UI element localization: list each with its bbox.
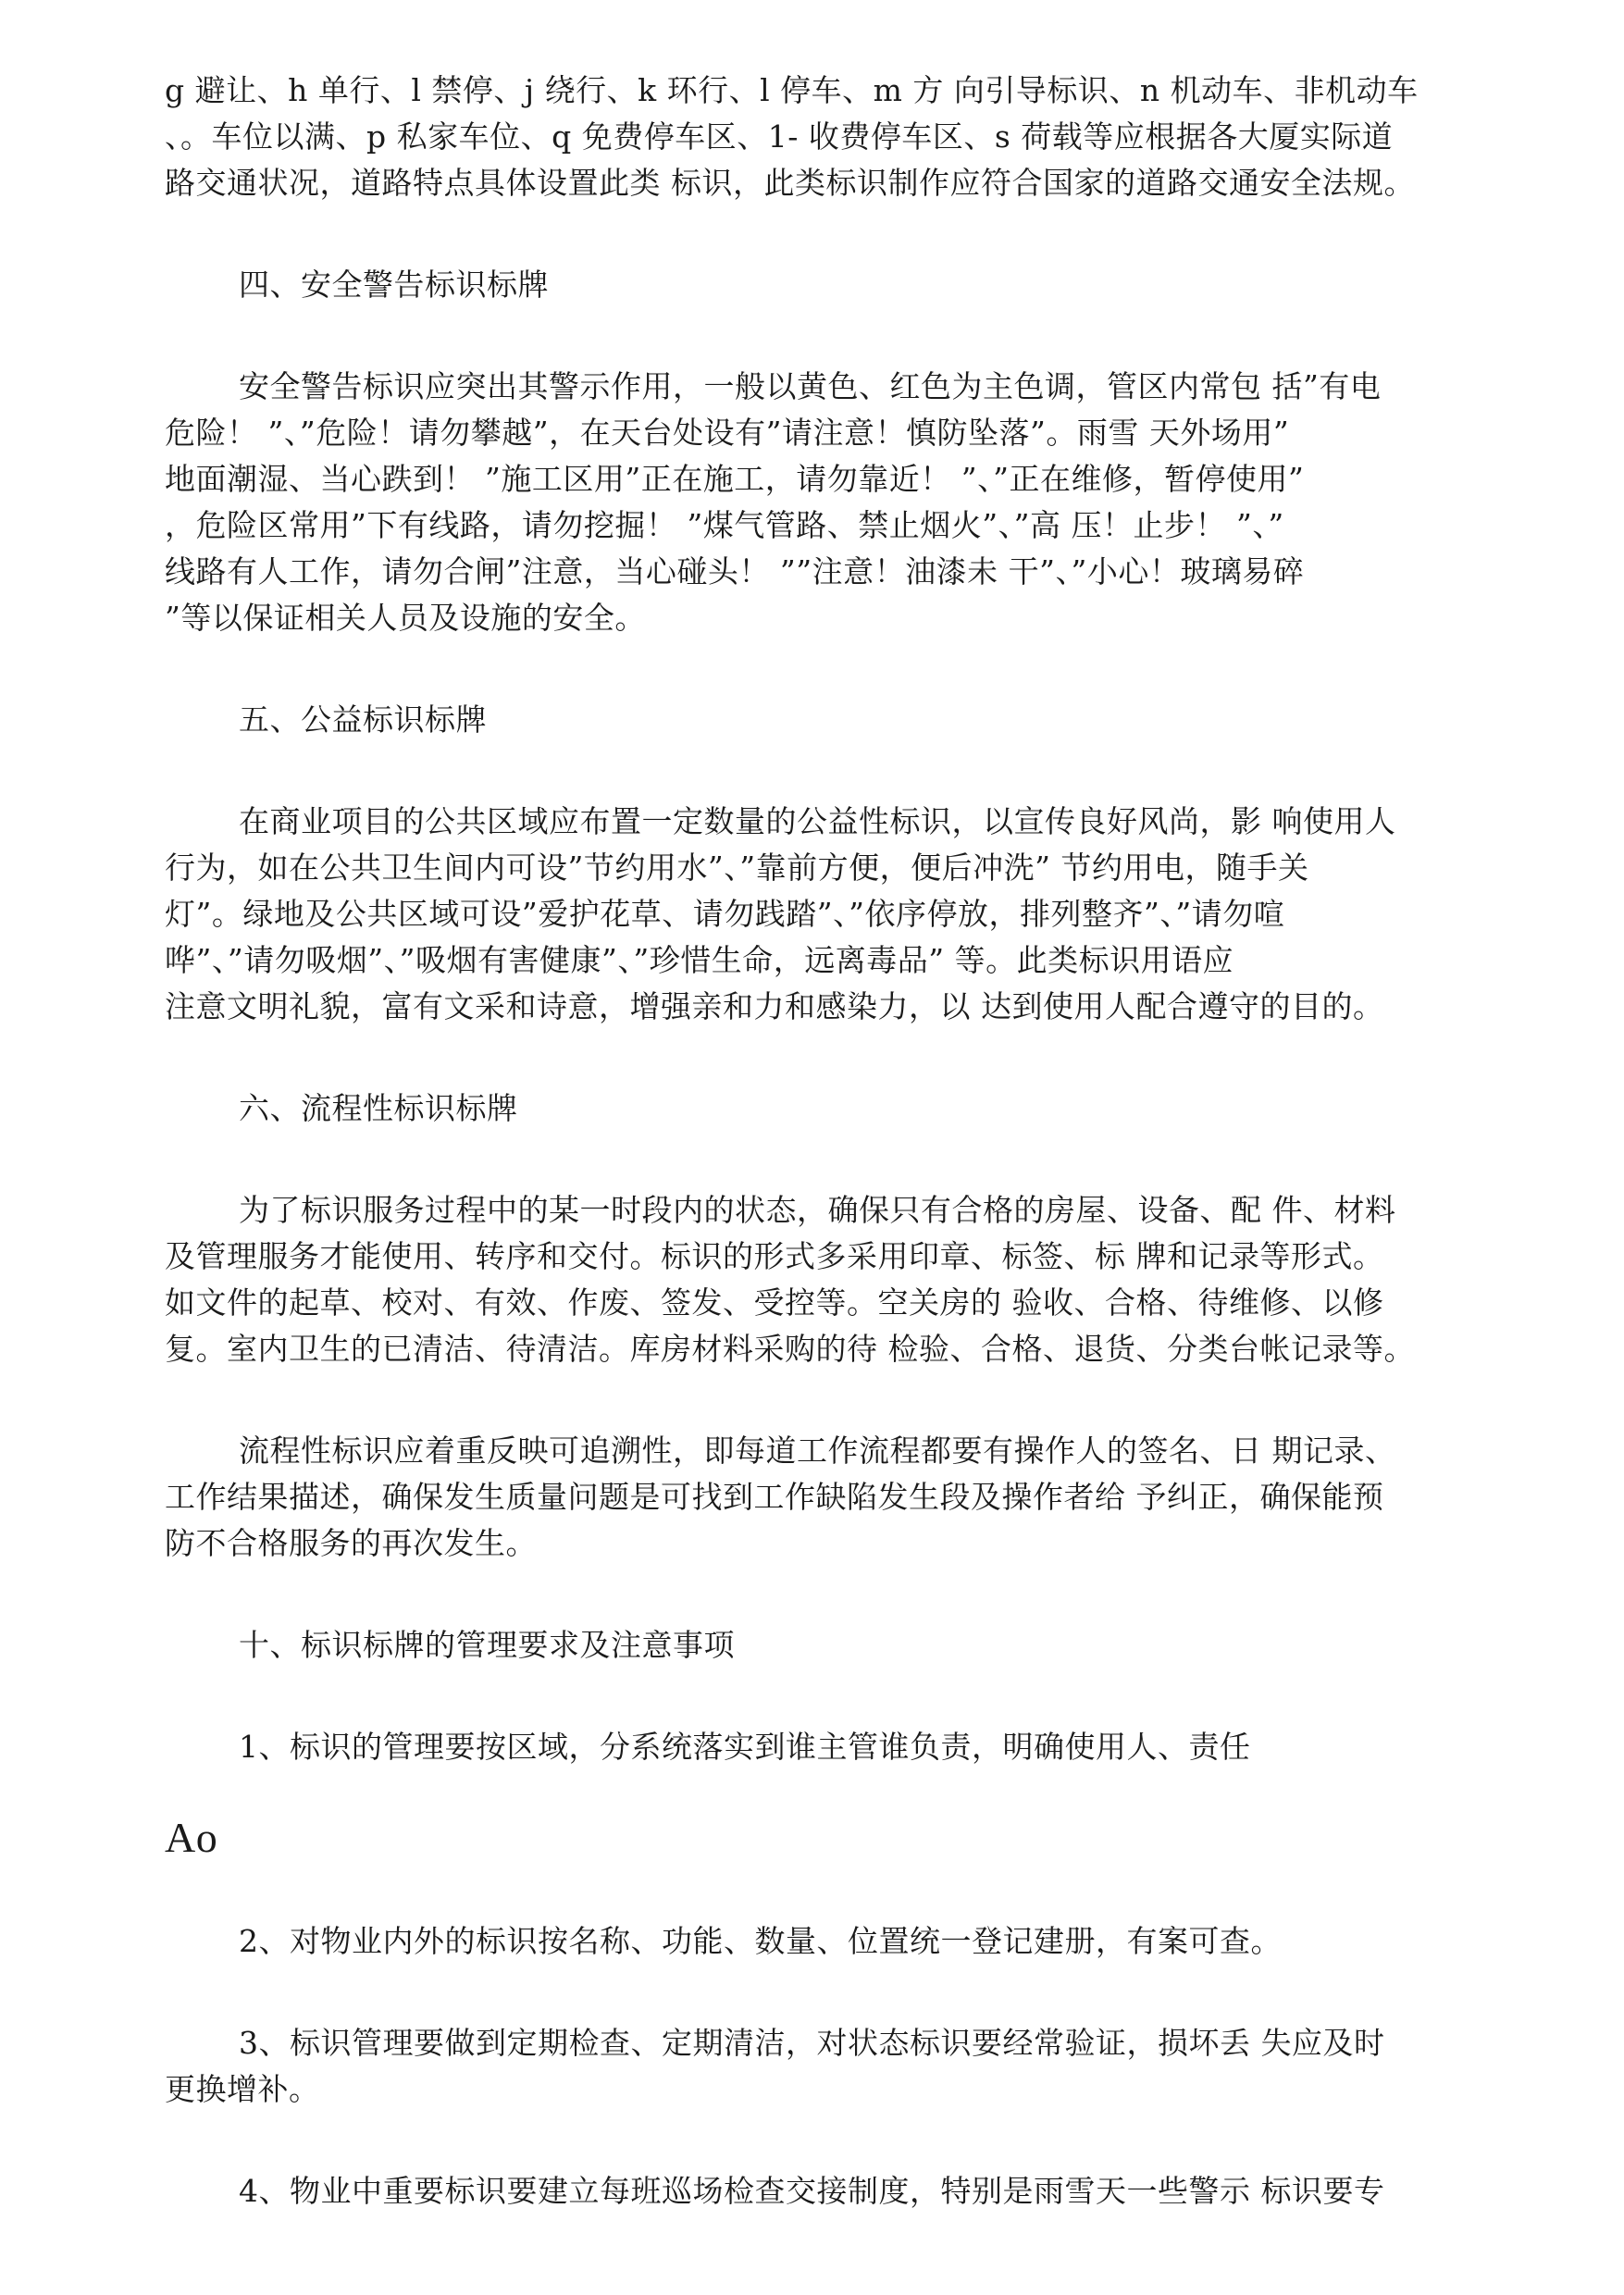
- section-heading: 四、安全警告标识标牌: [239, 267, 549, 303]
- paragraph-line: 危险！ ”、”危险！请勿攀越”，在天台处设有”请注意！慎防坠落”。雨雪 天外场用”: [165, 415, 1290, 451]
- paragraph-line: ”等以保证相关人员及设施的安全。: [165, 600, 646, 636]
- paragraph-line: 路交通状况，道路特点具体设置此类 标识，此类标识制作应符合国家的道路交通安全法规。: [165, 165, 1415, 201]
- list-item: 1、标识的管理要按区域，分系统落实到谁主管谁负责，明确使用人、责任: [239, 1729, 1251, 1765]
- section-heading: 六、流程性标识标牌: [239, 1090, 518, 1126]
- paragraph-line: 注意文明礼貌，富有文采和诗意，增强亲和力和感染力，以 达到使用人配合遵守的目的。: [165, 988, 1384, 1024]
- paragraph-line: 复。室内卫生的已清洁、待清洁。库房材料采购的待 检验、合格、退货、分类台帐记录等。: [165, 1331, 1415, 1367]
- paragraph-line: 如文件的起草、校对、有效、作废、签发、受控等。空关房的 验收、合格、待维修、以修: [165, 1284, 1384, 1321]
- paragraph-line: 更换增补。: [165, 2071, 320, 2107]
- section-heading: 五、公益标识标牌: [239, 701, 487, 738]
- list-item: 3、标识管理要做到定期检查、定期清洁，对状态标识要经常验证，损坏丢 失应及时: [239, 2025, 1385, 2061]
- paragraph-line: 工作结果描述，确保发生质量问题是可找到工作缺陷发生段及操作者给 予纠正，确保能预: [165, 1479, 1384, 1515]
- paragraph-line: 、。车位以满、p 私家车位、q 免费停车区、1- 收费停车区、s 荷载等应根据各大厦实际道: [165, 118, 1394, 155]
- paragraph-line: 防不合格服务的再次发生。: [165, 1525, 537, 1561]
- paragraph-line: 线路有人工作，请勿合闸”注意，当心碰头！ ””注意！油漆未 干”、”小心！玻璃易碎: [165, 553, 1305, 589]
- list-item: 2、对物业内外的标识按名称、功能、数量、位置统一登记建册，有案可查。: [239, 1923, 1282, 1959]
- stray-text: Ao: [165, 1814, 218, 1861]
- paragraph-line: 为了标识服务过程中的某一时段内的状态，确保只有合格的房屋、设备、配 件、材料: [239, 1192, 1396, 1228]
- paragraph-line: 流程性标识应着重反映可追溯性，即每道工作流程都要有操作人的签名、日 期记录、: [239, 1433, 1396, 1469]
- paragraph-line: 地面潮湿、当心跌到！ ”施工区用”正在施工，请勿靠近！ ”、”正在维修，暂停使用”: [165, 461, 1305, 497]
- paragraph-line: 在商业项目的公共区域应布置一定数量的公益性标识，以宣传良好风尚，影 响使用人: [239, 803, 1396, 839]
- section-heading: 十、标识标牌的管理要求及注意事项: [239, 1627, 735, 1663]
- paragraph-line: ，危险区常用”下有线路，请勿挖掘！ ”煤气管路、禁止烟火”、”高 压！止步！ ”、”: [165, 507, 1284, 543]
- paragraph-line: 哗”、”请勿吸烟”、”吸烟有害健康”、”珍惜生命，远离毒品” 等。此类标识用语应: [165, 942, 1234, 978]
- list-item: 4、物业中重要标识要建立每班巡场检查交接制度，特别是雨雪天一些警示 标识要专: [239, 2173, 1385, 2209]
- paragraph-line: g 避让、h 单行、l 禁停、j 绕行、k 环行、l 停车、m 方 向引导标识、n 机动车、非机动车: [165, 72, 1419, 108]
- paragraph-line: 灯”。绿地及公共区域可设”爱护花草、请勿践踏”、”依序停放，排列整齐”、”请勿喧: [165, 896, 1285, 932]
- paragraph-line: 及管理服务才能使用、转序和交付。标识的形式多采用印章、标签、标 牌和记录等形式。: [165, 1238, 1384, 1274]
- paragraph-line: 安全警告标识应突出其警示作用，一般以黄色、红色为主色调，管区内常包 括”有电: [239, 368, 1382, 404]
- paragraph-line: 行为，如在公共卫生间内可设”节约用水”、”靠前方便，便后冲洗” 节约用电，随手关: [165, 850, 1309, 886]
